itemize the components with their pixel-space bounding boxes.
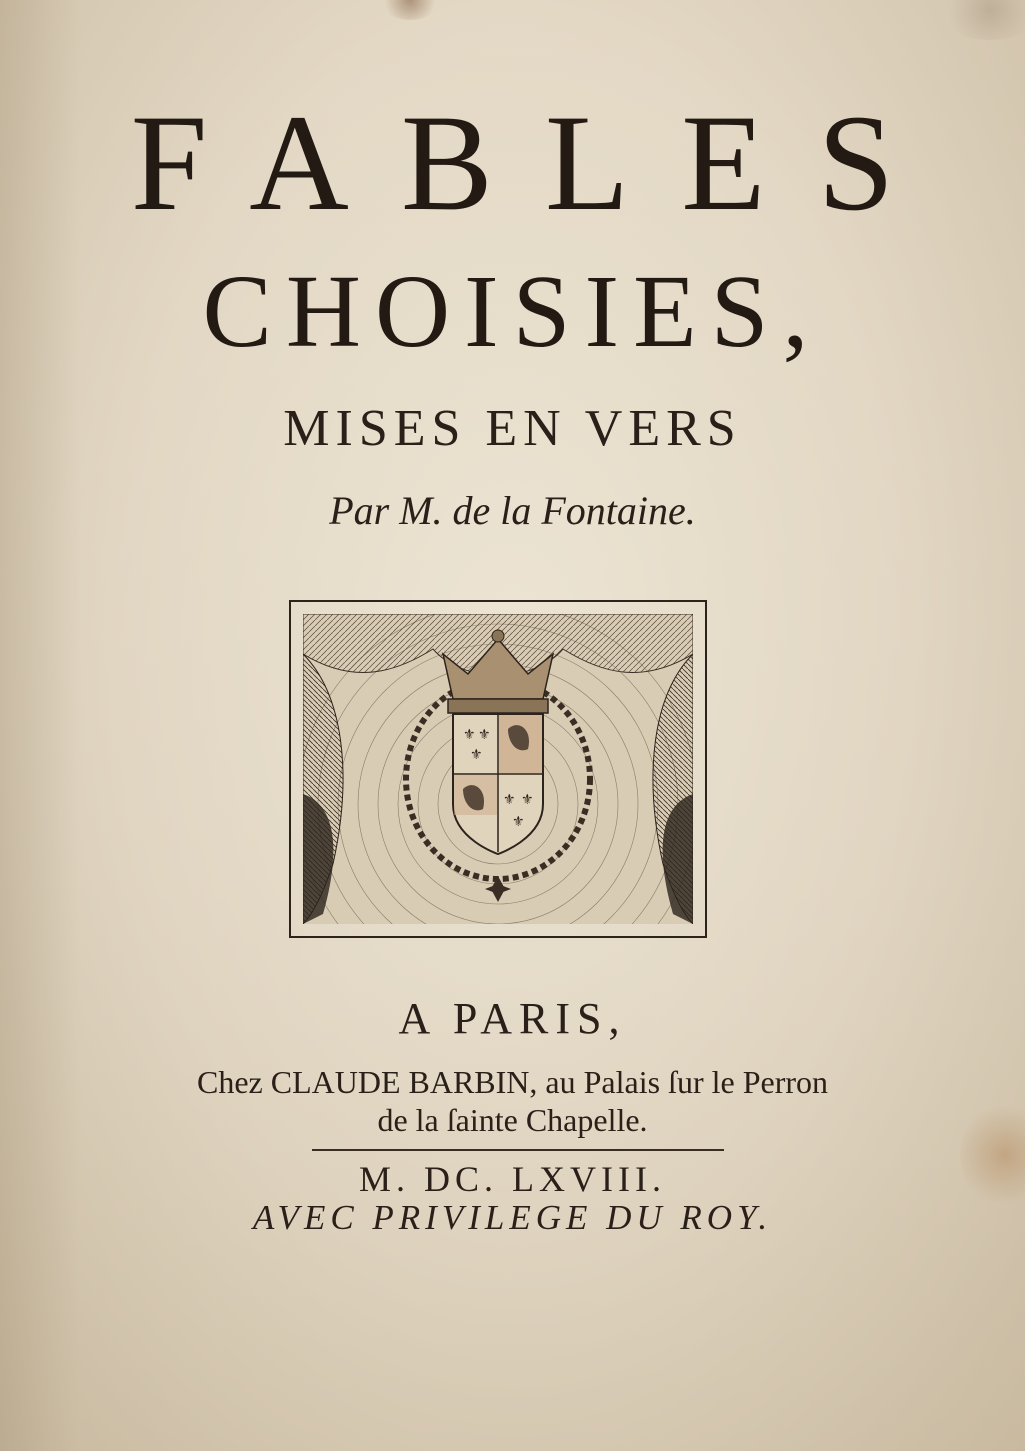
foxing-stain [940,0,1025,40]
svg-text:⚜: ⚜ [470,747,483,763]
imprint-publisher: Chez CLAUDE BARBIN, au Palais ſur le Perron [196,1064,828,1100]
divider-rule [312,1149,724,1151]
svg-text:⚜: ⚜ [512,814,525,830]
royal-privilege: AVEC PRIVILEGE DU ROY. [252,1198,773,1237]
svg-text:⚜: ⚜ [503,792,516,808]
title-line-3: MISES EN VERS [283,400,742,457]
svg-text:⚜: ⚜ [463,727,476,743]
foxing-stain [380,0,440,20]
royal-coat-of-arms-icon [303,614,693,924]
imprint-place: A PARIS, [398,994,627,1043]
imprint-address: de la ſainte Chapelle. [377,1102,648,1138]
imprint-year: M. DC. LXVIII. [359,1159,666,1199]
title-line-1: FABLES [130,86,947,239]
title-line-2: CHOISIES, [202,254,823,369]
author-line: Par M. de la Fontaine. [329,488,696,533]
svg-text:⚜: ⚜ [521,792,534,808]
svg-text:⚜: ⚜ [478,727,491,743]
engraved-vignette [289,600,707,938]
